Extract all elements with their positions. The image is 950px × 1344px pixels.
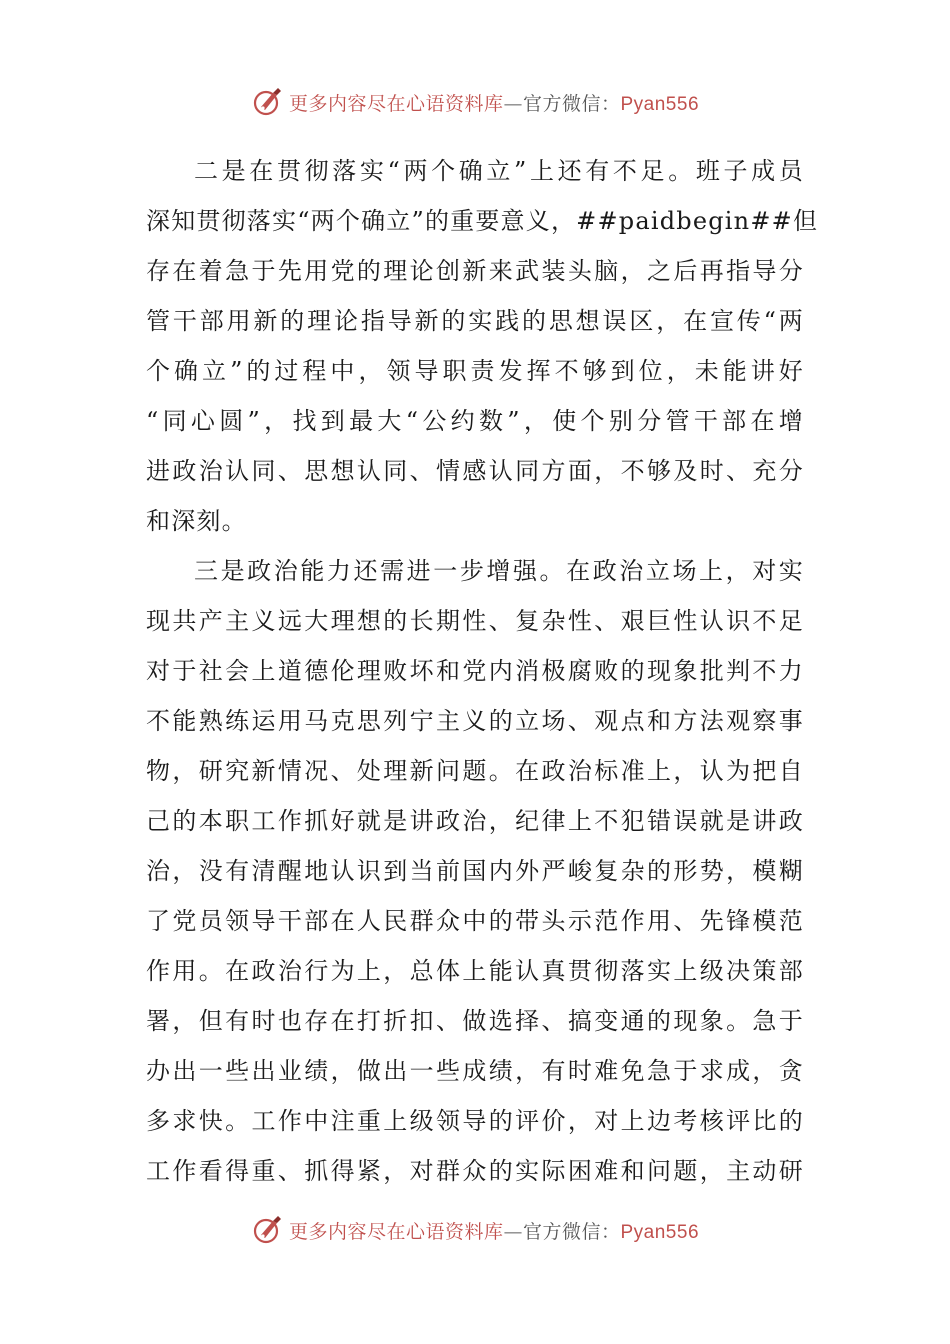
- paragraph-1: [146, 146, 819, 546]
- text-line: 多求快。工作中注重上级领导的评价，对上边考核评比的: [146, 1107, 804, 1135]
- text-line: 存在着急于先用党的理论创新来武装头脑，之后再指导分: [146, 257, 804, 285]
- text-line: 工作看得重、抓得紧，对群众的实际困难和问题，主动研: [146, 1157, 804, 1185]
- footer-banner-inner: [251, 1213, 699, 1247]
- footer-banner: [0, 1210, 950, 1250]
- header-dash: —: [503, 92, 523, 115]
- document-body: [146, 146, 819, 1196]
- text-line: 办出一些出业绩，做出一些成绩，有时难免急于求成，贪: [146, 1057, 804, 1085]
- text-line: “同心圆”，找到最大“公约数”，使个别分管干部在增: [146, 407, 804, 435]
- footer-wechat-id: Pyan556: [620, 1221, 700, 1243]
- header-wechat-id: Pyan556: [620, 93, 700, 115]
- text-line: 治，没有清醒地认识到当前国内外严峻复杂的形势，模糊: [146, 857, 804, 885]
- text-line: 己的本职工作抓好就是讲政治，纪律上不犯错误就是讲政: [146, 807, 804, 835]
- footer-banner-text: [289, 1217, 699, 1244]
- text-line: 和深刻。: [146, 507, 247, 535]
- footer-wechat-label: 官方微信：: [522, 1220, 621, 1243]
- header-site-text: 更多内容尽在心语资料库: [288, 92, 504, 115]
- text-line: 进政治认同、思想认同、情感认同方面，不够及时、充分: [146, 457, 804, 485]
- text-line: 三是政治能力还需进一步增强。在政治立场上，对实: [194, 557, 804, 585]
- text-line: 个确立”的过程中，领导职责发挥不够到位，未能讲好: [146, 357, 804, 385]
- header-banner: [0, 82, 950, 122]
- header-banner-inner: [251, 85, 699, 119]
- text-line: 了党员领导干部在人民群众中的带头示范作用、先锋模范: [146, 907, 804, 935]
- header-banner-text: [289, 89, 699, 116]
- paragraph-2: [146, 546, 804, 1196]
- footer-dash: —: [503, 1220, 523, 1243]
- footer-site-text: 更多内容尽在心语资料库: [288, 1220, 504, 1243]
- text-line: 作用。在政治行为上，总体上能认真贯彻落实上级决策部: [146, 957, 804, 985]
- text-line: 署，但有时也存在打折扣、做选择、搞变通的现象。急于: [146, 1007, 804, 1035]
- text-line: 二是在贯彻落实“两个确立”上还有不足。班子成员: [194, 157, 804, 185]
- pen-nib-circle-logo-icon: [251, 85, 285, 119]
- text-line: 不能熟练运用马克思列宁主义的立场、观点和方法观察事: [146, 707, 804, 735]
- header-wechat-label: 官方微信：: [522, 92, 621, 115]
- pen-nib-circle-logo-icon: [251, 1213, 285, 1247]
- text-line: 管干部用新的理论指导新的实践的思想误区，在宣传“两: [146, 307, 804, 335]
- text-line: 对于社会上道德伦理败坏和党内消极腐败的现象批判不力: [146, 657, 804, 685]
- text-line: 现共产主义远大理想的长期性、复杂性、艰巨性认识不足: [146, 607, 804, 635]
- text-line: 物，研究新情况、处理新问题。在政治标准上，认为把自: [146, 757, 804, 785]
- text-line: 深知贯彻落实“两个确立”的重要意义，##paidbegin##但: [146, 207, 819, 235]
